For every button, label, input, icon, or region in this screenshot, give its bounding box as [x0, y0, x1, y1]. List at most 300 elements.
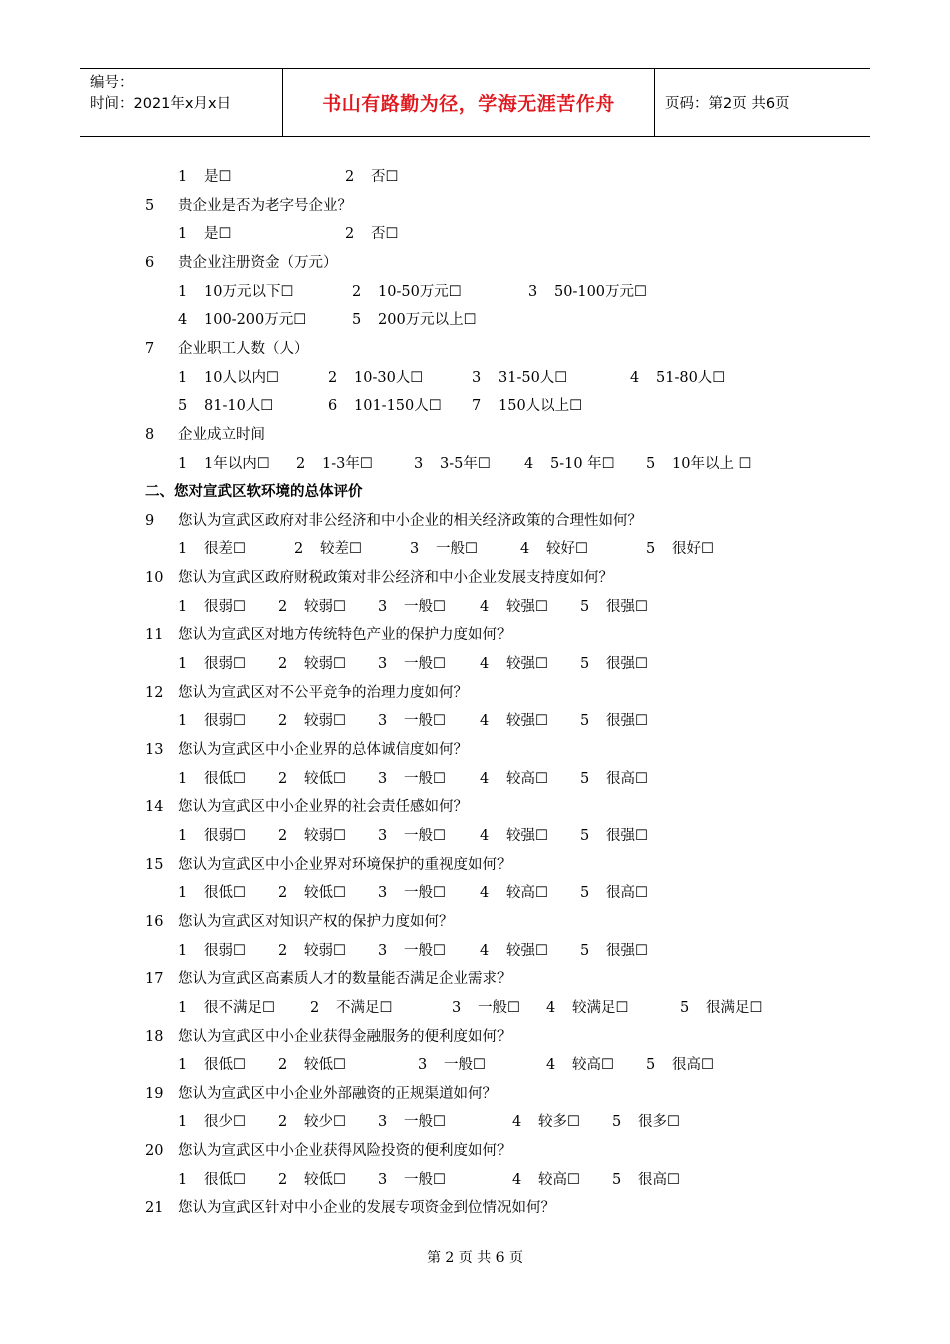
option-label-with-checkbox: 3-5年☐	[440, 455, 491, 472]
option-number: 4	[546, 999, 556, 1016]
answer-option[interactable]	[580, 883, 648, 903]
option-number: 2	[278, 1114, 288, 1131]
option-label-with-checkbox: 1年以内☐	[204, 455, 270, 472]
answer-option[interactable]	[178, 941, 246, 961]
option-label-with-checkbox: 50-100万元☐	[554, 283, 648, 300]
question-text: 贵企业是否为老字号企业？	[178, 197, 352, 214]
option-number: 5	[580, 713, 590, 730]
question-16	[145, 912, 454, 932]
answer-option[interactable]	[296, 454, 373, 474]
option-number: 4	[480, 713, 490, 730]
option-label-with-checkbox: 不满足☐	[336, 999, 393, 1016]
option-label-with-checkbox: 一般☐	[404, 656, 446, 673]
page-footer: 第 2 页 共 6 页	[426, 1250, 524, 1266]
option-label-with-checkbox: 较强☐	[506, 827, 548, 844]
answer-option[interactable]	[178, 310, 306, 330]
option-number: 2	[278, 713, 288, 730]
option-label-with-checkbox: 一般☐	[404, 942, 446, 959]
question-number: 8	[145, 426, 155, 443]
option-label-with-checkbox: 是☐	[204, 226, 232, 243]
option-label-with-checkbox: 很多☐	[638, 1114, 680, 1131]
answer-option[interactable]	[310, 998, 393, 1018]
option-number: 1	[178, 1057, 188, 1074]
option-number: 4	[480, 598, 490, 615]
option-label-with-checkbox: 很强☐	[606, 656, 648, 673]
answer-option[interactable]	[178, 167, 232, 187]
option-label-with-checkbox: 很强☐	[606, 713, 648, 730]
question-number: 12	[145, 684, 164, 701]
option-number: 3	[378, 827, 388, 844]
option-number: 5	[646, 1057, 656, 1074]
header-time-label: 时间：2021年x月x日	[90, 96, 232, 112]
option-label-with-checkbox: 较低☐	[304, 1057, 346, 1074]
question-number: 5	[145, 197, 155, 214]
question-13	[145, 740, 468, 760]
answer-option[interactable]	[646, 454, 752, 474]
question-number: 9	[145, 512, 155, 529]
answer-option[interactable]	[178, 711, 246, 731]
option-number: 2	[278, 656, 288, 673]
answer-option[interactable]	[378, 769, 446, 789]
option-label-with-checkbox: 81-10人☐	[204, 398, 274, 415]
option-number: 4	[512, 1171, 522, 1188]
question-18	[145, 1027, 512, 1047]
answer-option[interactable]	[178, 224, 232, 244]
answer-option[interactable]	[378, 1112, 446, 1132]
question-text: 您认为宣武区对不公平竞争的治理力度如何？	[178, 684, 468, 701]
answer-option[interactable]	[418, 1055, 486, 1075]
answer-option[interactable]	[480, 769, 548, 789]
option-number: 2	[345, 226, 355, 243]
option-number: 5	[580, 598, 590, 615]
question-17	[145, 969, 512, 989]
question-number: 21	[145, 1200, 164, 1217]
option-number: 5	[646, 455, 656, 472]
option-label-with-checkbox: 31-50人☐	[498, 369, 568, 386]
answer-option[interactable]	[680, 998, 763, 1018]
option-number: 2	[278, 942, 288, 959]
question-number: 10	[145, 570, 164, 587]
answer-option[interactable]	[378, 941, 446, 961]
answer-option[interactable]	[278, 769, 346, 789]
option-number: 3	[418, 1057, 428, 1074]
answer-option[interactable]	[546, 1055, 614, 1075]
question-text: 您认为宣武区中小企业外部融资的正规渠道如何？	[178, 1085, 497, 1102]
option-label-with-checkbox: 很低☐	[204, 1171, 246, 1188]
option-number: 5	[580, 827, 590, 844]
option-number: 5	[580, 770, 590, 787]
option-number: 7	[472, 398, 482, 415]
answer-option[interactable]	[452, 998, 520, 1018]
option-number: 1	[178, 999, 188, 1016]
option-label-with-checkbox: 较好☐	[546, 541, 588, 558]
option-number: 3	[452, 999, 462, 1016]
option-number: 5	[178, 398, 188, 415]
option-label-with-checkbox: 一般☐	[404, 770, 446, 787]
question-number: 18	[145, 1028, 164, 1045]
answer-option[interactable]	[278, 826, 346, 846]
question-21	[145, 1198, 555, 1218]
option-number: 4	[524, 455, 534, 472]
option-label-with-checkbox: 一般☐	[404, 598, 446, 615]
answer-option[interactable]	[352, 310, 477, 330]
option-number: 1	[178, 827, 188, 844]
option-label-with-checkbox: 较强☐	[506, 656, 548, 673]
option-number: 3	[378, 942, 388, 959]
option-label-with-checkbox: 较高☐	[572, 1057, 614, 1074]
answer-option[interactable]	[472, 396, 582, 416]
option-label-with-checkbox: 很高☐	[638, 1171, 680, 1188]
answer-option[interactable]	[178, 539, 246, 559]
answer-option[interactable]	[580, 769, 648, 789]
option-label-with-checkbox: 一般☐	[404, 827, 446, 844]
option-label-with-checkbox: 很少☐	[204, 1114, 246, 1131]
option-label-with-checkbox: 较高☐	[538, 1171, 580, 1188]
answer-option[interactable]	[524, 454, 615, 474]
header-page-info: 页码：第2页 共6页	[665, 96, 790, 112]
answer-option[interactable]	[472, 368, 567, 388]
option-number: 4	[480, 656, 490, 673]
question-text: 您认为宣武区政府财税政策对非公经济和中小企业发展支持度如何？	[178, 570, 613, 587]
option-label-with-checkbox: 很强☐	[606, 827, 648, 844]
question-number: 14	[145, 799, 164, 816]
question-number: 11	[145, 627, 164, 644]
option-number: 5	[612, 1114, 622, 1131]
answer-option[interactable]	[278, 1055, 346, 1075]
question-text: 您认为宣武区对知识产权的保护力度如何？	[178, 913, 454, 930]
option-number: 1	[178, 369, 188, 386]
question-5	[145, 196, 352, 216]
answer-option[interactable]	[278, 597, 346, 617]
answer-option[interactable]	[480, 826, 548, 846]
option-number: 4	[630, 369, 640, 386]
question-number: 7	[145, 340, 155, 357]
question-14	[145, 797, 468, 817]
option-number: 4	[480, 885, 490, 902]
question-9	[145, 511, 642, 531]
answer-option[interactable]	[546, 998, 629, 1018]
answer-option[interactable]	[178, 1170, 246, 1190]
answer-option[interactable]	[646, 1055, 714, 1075]
question-text: 您认为宣武区政府对非公经济和中小企业的相关经济政策的合理性如何？	[178, 512, 642, 529]
answer-option[interactable]	[278, 711, 346, 731]
option-number: 6	[328, 398, 338, 415]
option-label-with-checkbox: 一般☐	[404, 1171, 446, 1188]
option-label-with-checkbox: 很不满足☐	[204, 999, 275, 1016]
option-number: 4	[546, 1057, 556, 1074]
option-label-with-checkbox: 较弱☐	[304, 656, 346, 673]
answer-option[interactable]	[646, 539, 714, 559]
option-number: 2	[278, 598, 288, 615]
question-number: 19	[145, 1085, 164, 1102]
option-label-with-checkbox: 很低☐	[204, 885, 246, 902]
answer-option[interactable]	[178, 396, 273, 416]
answer-option[interactable]	[352, 282, 462, 302]
option-number: 3	[378, 656, 388, 673]
option-label-with-checkbox: 10-50万元☐	[378, 283, 462, 300]
section-heading: 二、您对宣武区软环境的总体评价	[145, 484, 363, 501]
option-number: 1	[178, 283, 188, 300]
option-label-with-checkbox: 100-200万元☐	[204, 312, 307, 329]
option-number: 3	[378, 598, 388, 615]
option-label-with-checkbox: 较低☐	[304, 885, 346, 902]
option-label-with-checkbox: 51-80人☐	[656, 369, 726, 386]
option-label-with-checkbox: 10年以上 ☐	[672, 455, 752, 472]
question-text: 贵企业注册资金（万元）	[178, 254, 338, 271]
question-number: 15	[145, 856, 164, 873]
option-number: 5	[580, 656, 590, 673]
option-label-with-checkbox: 很差☐	[204, 541, 246, 558]
option-label-with-checkbox: 101-150人☐	[354, 398, 442, 415]
answer-option[interactable]	[480, 597, 548, 617]
answer-option[interactable]	[178, 826, 246, 846]
option-number: 5	[680, 999, 690, 1016]
option-number: 1	[178, 455, 188, 472]
option-label-with-checkbox: 10人以内☐	[204, 369, 279, 386]
question-8	[145, 425, 265, 445]
question-number: 17	[145, 971, 164, 988]
question-12	[145, 683, 468, 703]
question-7	[145, 339, 309, 359]
answer-option[interactable]	[480, 711, 548, 731]
answer-option[interactable]	[520, 539, 588, 559]
question-10	[145, 568, 613, 588]
answer-option[interactable]	[278, 941, 346, 961]
option-label-with-checkbox: 较强☐	[506, 598, 548, 615]
answer-option[interactable]	[178, 368, 279, 388]
question-number: 20	[145, 1143, 164, 1160]
answer-option[interactable]	[278, 1170, 346, 1190]
option-number: 1	[178, 885, 188, 902]
option-label-with-checkbox: 很弱☐	[204, 942, 246, 959]
answer-option[interactable]	[178, 1055, 246, 1075]
answer-option[interactable]	[630, 368, 725, 388]
option-label-with-checkbox: 很高☐	[672, 1057, 714, 1074]
option-number: 1	[178, 770, 188, 787]
option-number: 1	[178, 598, 188, 615]
option-number: 5	[352, 312, 362, 329]
question-text: 您认为宣武区中小企业界对环境保护的重视度如何？	[178, 856, 512, 873]
option-number: 3	[528, 283, 538, 300]
option-label-with-checkbox: 一般☐	[404, 713, 446, 730]
answer-option[interactable]	[328, 368, 423, 388]
option-number: 4	[480, 942, 490, 959]
option-label-with-checkbox: 较高☐	[506, 770, 548, 787]
option-label-with-checkbox: 很强☐	[606, 598, 648, 615]
option-number: 1	[178, 541, 188, 558]
option-number: 2	[278, 827, 288, 844]
option-label-with-checkbox: 一般☐	[444, 1057, 486, 1074]
option-label-with-checkbox: 很弱☐	[204, 656, 246, 673]
option-number: 2	[296, 455, 306, 472]
option-number: 3	[378, 1114, 388, 1131]
option-label-with-checkbox: 否☐	[371, 226, 399, 243]
option-number: 3	[472, 369, 482, 386]
answer-option[interactable]	[580, 597, 648, 617]
question-19	[145, 1084, 497, 1104]
answer-option[interactable]	[480, 654, 548, 674]
option-label-with-checkbox: 较低☐	[304, 1171, 346, 1188]
option-label-with-checkbox: 较差☐	[320, 541, 362, 558]
option-number: 1	[178, 656, 188, 673]
option-label-with-checkbox: 较弱☐	[304, 827, 346, 844]
option-number: 4	[480, 770, 490, 787]
option-label-with-checkbox: 很低☐	[204, 770, 246, 787]
option-number: 2	[278, 1171, 288, 1188]
option-number: 1	[178, 169, 188, 185]
option-label-with-checkbox: 较弱☐	[304, 942, 346, 959]
option-number: 2	[328, 369, 338, 386]
option-label-with-checkbox: 较强☐	[506, 942, 548, 959]
option-number: 2	[352, 283, 362, 300]
answer-option[interactable]	[378, 883, 446, 903]
answer-option[interactable]	[410, 539, 478, 559]
question-6	[145, 253, 338, 273]
option-label-with-checkbox: 200万元以上☐	[378, 312, 477, 329]
answer-option[interactable]	[178, 282, 293, 302]
question-20	[145, 1141, 512, 1161]
option-label-with-checkbox: 较满足☐	[572, 999, 629, 1016]
option-label-with-checkbox: 较高☐	[506, 885, 548, 902]
option-number: 4	[480, 827, 490, 844]
option-label-with-checkbox: 较弱☐	[304, 598, 346, 615]
option-label-with-checkbox: 很低☐	[204, 1057, 246, 1074]
option-number: 1	[178, 226, 188, 243]
option-number: 5	[580, 942, 590, 959]
answer-option[interactable]	[345, 224, 399, 244]
answer-option[interactable]	[278, 883, 346, 903]
option-number: 1	[178, 1171, 188, 1188]
question-11	[145, 625, 512, 645]
answer-option[interactable]	[345, 167, 399, 187]
answer-option[interactable]	[178, 998, 275, 1018]
question-15	[145, 855, 512, 875]
option-label-with-checkbox: 否☐	[371, 169, 399, 185]
answer-option[interactable]	[480, 883, 548, 903]
answer-option[interactable]	[178, 769, 246, 789]
option-number: 4	[178, 312, 188, 329]
option-label-with-checkbox: 很弱☐	[204, 598, 246, 615]
option-label-with-checkbox: 1-3年☐	[322, 455, 373, 472]
option-label-with-checkbox: 是☐	[204, 169, 232, 185]
option-label-with-checkbox: 一般☐	[436, 541, 478, 558]
option-number: 2	[278, 885, 288, 902]
question-text: 您认为宣武区中小企业获得金融服务的便利度如何？	[178, 1028, 512, 1045]
option-number: 3	[410, 541, 420, 558]
option-number: 5	[646, 541, 656, 558]
answer-option[interactable]	[278, 1112, 346, 1132]
option-label-with-checkbox: 较多☐	[538, 1114, 580, 1131]
option-number: 5	[612, 1171, 622, 1188]
option-label-with-checkbox: 10万元以下☐	[204, 283, 294, 300]
option-number: 3	[378, 1171, 388, 1188]
option-number: 4	[512, 1114, 522, 1131]
option-number: 4	[520, 541, 530, 558]
question-text: 您认为宣武区针对中小企业的发展专项资金到位情况如何？	[178, 1200, 555, 1217]
answer-option[interactable]	[378, 1170, 446, 1190]
answer-option[interactable]	[414, 454, 491, 474]
answer-option[interactable]	[580, 654, 648, 674]
answer-option[interactable]	[378, 597, 446, 617]
answer-option[interactable]	[178, 597, 246, 617]
question-number: 16	[145, 913, 164, 930]
option-label-with-checkbox: 很高☐	[606, 885, 648, 902]
option-label-with-checkbox: 较强☐	[506, 713, 548, 730]
option-number: 3	[378, 713, 388, 730]
answer-option[interactable]	[512, 1112, 580, 1132]
answer-option[interactable]	[378, 711, 446, 731]
answer-option[interactable]	[178, 454, 270, 474]
option-label-with-checkbox: 很好☐	[672, 541, 714, 558]
option-number: 3	[378, 770, 388, 787]
option-label-with-checkbox: 150人以上☐	[498, 398, 583, 415]
option-label-with-checkbox: 较低☐	[304, 770, 346, 787]
option-label-with-checkbox: 5-10 年☐	[550, 455, 615, 472]
option-number: 2	[310, 999, 320, 1016]
option-label-with-checkbox: 一般☐	[404, 885, 446, 902]
question-text: 您认为宣武区中小企业界的总体诚信度如何？	[178, 742, 468, 758]
answer-option[interactable]	[580, 711, 648, 731]
header-motto: 书山有路勤为径，学海无涯苦作舟	[283, 69, 655, 136]
question-number: 6	[145, 254, 155, 271]
option-label-with-checkbox: 10-30人☐	[354, 369, 424, 386]
question-text: 企业职工人数（人）	[178, 340, 309, 357]
option-label-with-checkbox: 较弱☐	[304, 713, 346, 730]
option-number: 1	[178, 942, 188, 959]
answer-option[interactable]	[512, 1170, 580, 1190]
answer-option[interactable]	[328, 396, 442, 416]
answer-option[interactable]	[178, 1112, 246, 1132]
option-label-with-checkbox: 很强☐	[606, 942, 648, 959]
option-number: 2	[278, 770, 288, 787]
option-label-with-checkbox: 一般☐	[478, 999, 520, 1016]
option-number: 1	[178, 713, 188, 730]
option-label-with-checkbox: 很弱☐	[204, 827, 246, 844]
option-number: 1	[178, 1114, 188, 1131]
question-text: 企业成立时间	[178, 426, 265, 443]
option-number: 5	[580, 885, 590, 902]
answer-option[interactable]	[480, 941, 548, 961]
answer-option[interactable]	[378, 826, 446, 846]
answer-option[interactable]	[580, 941, 648, 961]
option-label-with-checkbox: 一般☐	[404, 1114, 446, 1131]
answer-option[interactable]	[612, 1170, 680, 1190]
option-label-with-checkbox: 很高☐	[606, 770, 648, 787]
answer-option[interactable]	[278, 654, 346, 674]
answer-option[interactable]	[378, 654, 446, 674]
option-number: 3	[414, 455, 424, 472]
header-number-label: 编号：	[90, 75, 134, 91]
question-text: 您认为宣武区中小企业获得风险投资的便利度如何？	[178, 1143, 512, 1160]
question-text: 您认为宣武区高素质人才的数量能否满足企业需求？	[178, 971, 512, 988]
question-number: 13	[145, 742, 164, 758]
question-text: 您认为宣武区中小企业界的社会责任感如何？	[178, 799, 468, 816]
option-label-with-checkbox: 很满足☐	[706, 999, 763, 1016]
option-label-with-checkbox: 很弱☐	[204, 713, 246, 730]
question-text: 您认为宣武区对地方传统特色产业的保护力度如何？	[178, 627, 512, 644]
option-number: 2	[278, 1057, 288, 1074]
answer-option[interactable]	[612, 1112, 680, 1132]
option-label-with-checkbox: 较少☐	[304, 1114, 346, 1131]
answer-option[interactable]	[580, 826, 648, 846]
option-number: 2	[345, 169, 355, 185]
answer-option[interactable]	[528, 282, 647, 302]
answer-option[interactable]	[178, 654, 246, 674]
answer-option[interactable]	[294, 539, 362, 559]
answer-option[interactable]	[178, 883, 246, 903]
option-number: 2	[294, 541, 304, 558]
option-number: 3	[378, 885, 388, 902]
